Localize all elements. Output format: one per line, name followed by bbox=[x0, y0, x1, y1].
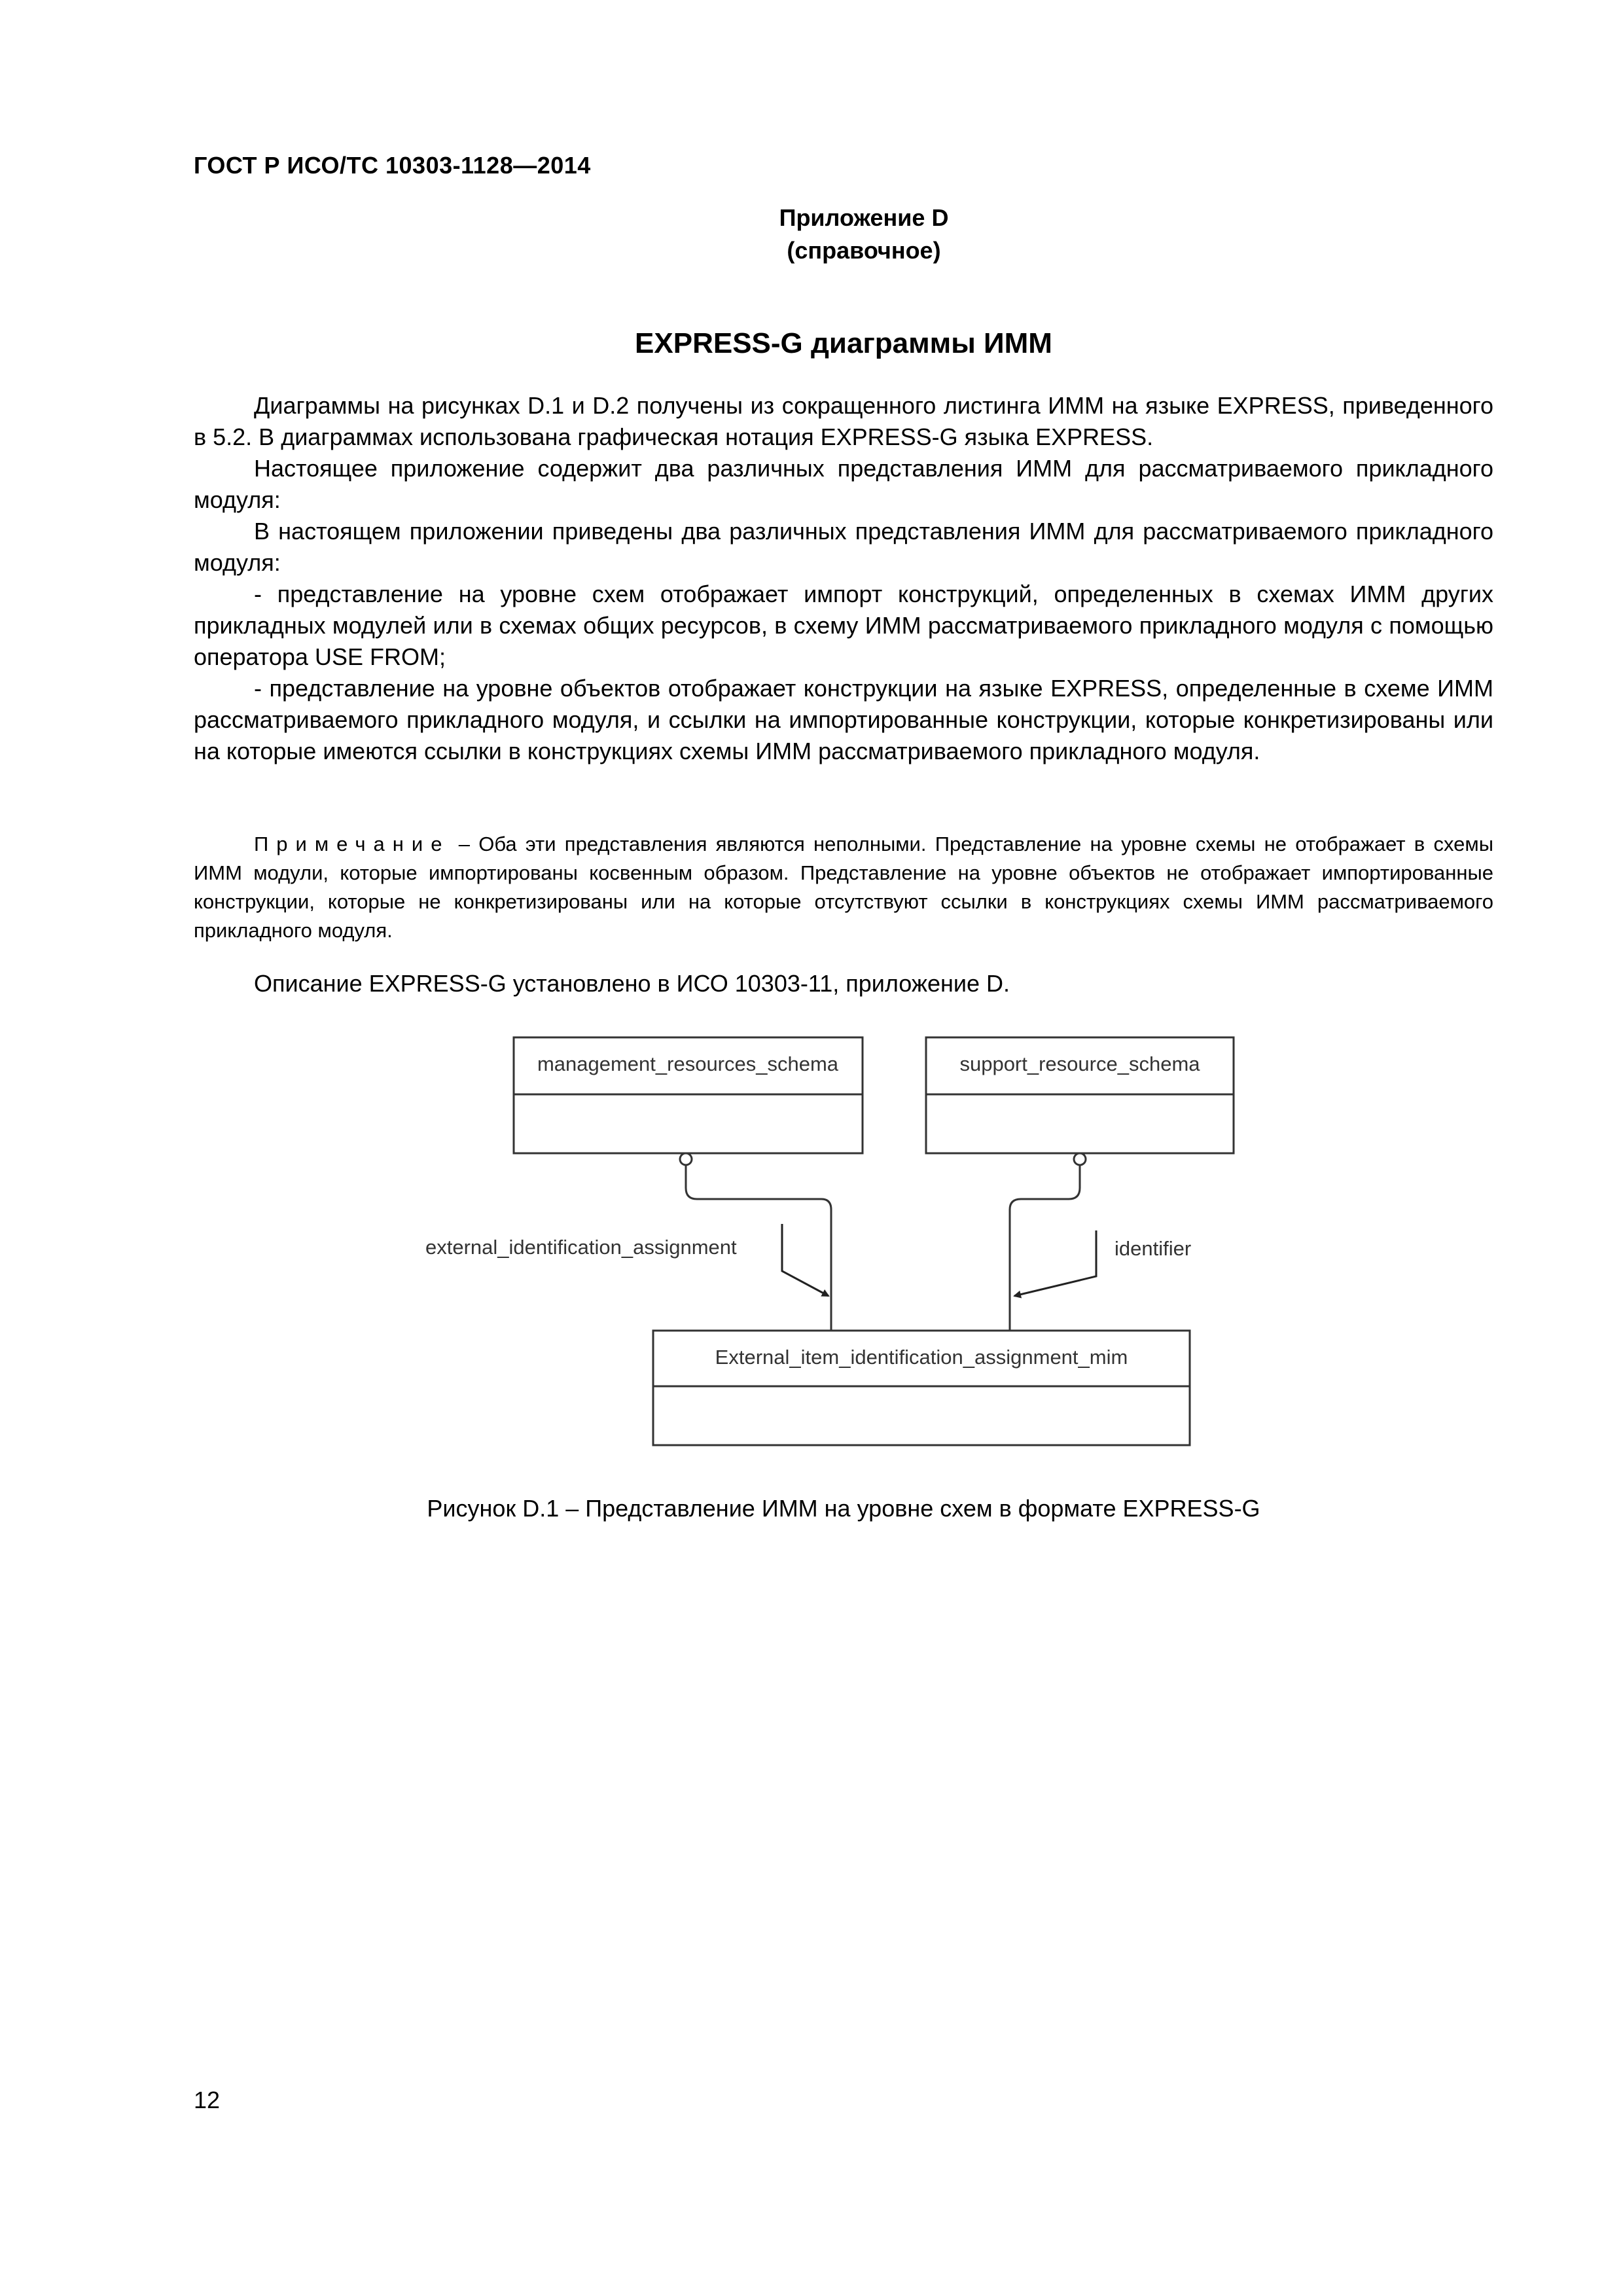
schema-box-label: support_resource_schema bbox=[959, 1052, 1200, 1075]
note-label: Примечание bbox=[254, 833, 450, 855]
document-header: ГОСТ Р ИСО/ТС 10303-1128—2014 bbox=[194, 152, 591, 179]
reference-line: Описание EXPRESS-G установлено в ИСО 10303-11, приложение D. bbox=[254, 970, 1010, 997]
annex-type: (справочное) bbox=[787, 237, 941, 264]
arrow-right bbox=[1014, 1230, 1096, 1296]
schema-box-label: External_item_identification_assignment_mim bbox=[715, 1346, 1128, 1369]
connector-circle bbox=[680, 1153, 692, 1165]
annex-label: Приложение D bbox=[779, 204, 949, 231]
note-text: Оба эти представления являются неполными. Представление на уровне схемы не отображает в схемы ИММ модули, которые импортированы косвенным образом. Представление на уровне объектов не отображает импортированные конструкции, которые не конкретизированы или на которые отсутствуют ссылки в конструкциях схемы ИММ рассматриваемого прикладного модуля. bbox=[194, 833, 1494, 942]
page-number: 12 bbox=[194, 2087, 221, 2113]
schema-box-management-resources bbox=[514, 1037, 863, 1153]
schema-box-support-resource bbox=[926, 1037, 1234, 1153]
paragraph: В настоящем приложении приведены два различных представления ИММ для рассматриваемого прикладного модуля: bbox=[194, 518, 1493, 576]
paragraph: - представление на уровне объектов отображает конструкции на языке EXPRESS, определенные в схеме ИММ рассматриваемого прикладного модуля, и ссылки на импортированные конструкции, которые конкретизированы или на которые имеются ссылки в конструкциях схемы ИММ рассматриваемого прикладного модуля. bbox=[194, 675, 1493, 764]
use-from-connector-right bbox=[1010, 1153, 1191, 1331]
annex-title: EXPRESS-G диаграммы ИММ bbox=[635, 327, 1052, 359]
paragraph: Настоящее приложение содержит два различных представления ИММ для рассматриваемого прикладного модуля: bbox=[194, 455, 1493, 513]
use-from-connector-left bbox=[425, 1153, 831, 1331]
note-dash: – bbox=[450, 833, 479, 855]
paragraph: - представление на уровне схем отображает импорт конструкций, определенных в схемах ИММ других прикладных модулей или в схемах общих ресурсов, в схему ИММ рассматриваемого прикладного модуля с помощью оператора USE FROM; bbox=[194, 581, 1493, 670]
paragraph: Диаграммы на рисунках D.1 и D.2 получены из сокращенного листинга ИММ на языке EXPRESS, приведенного в 5.2. В диаграммах использована графическая нотация EXPRESS-G языка EXPRESS. bbox=[194, 392, 1493, 450]
arrow-left bbox=[782, 1224, 829, 1296]
reference-label-left: external_identification_assignment bbox=[425, 1236, 737, 1259]
reference-label-right: identifier bbox=[1115, 1237, 1192, 1260]
connector-circle bbox=[1074, 1153, 1086, 1165]
schema-box-label: management_resources_schema bbox=[537, 1052, 839, 1075]
schema-box-mim bbox=[653, 1331, 1190, 1445]
figure-caption: Рисунок D.1 – Представление ИММ на уровне схем в формате EXPRESS-G bbox=[427, 1495, 1260, 1522]
